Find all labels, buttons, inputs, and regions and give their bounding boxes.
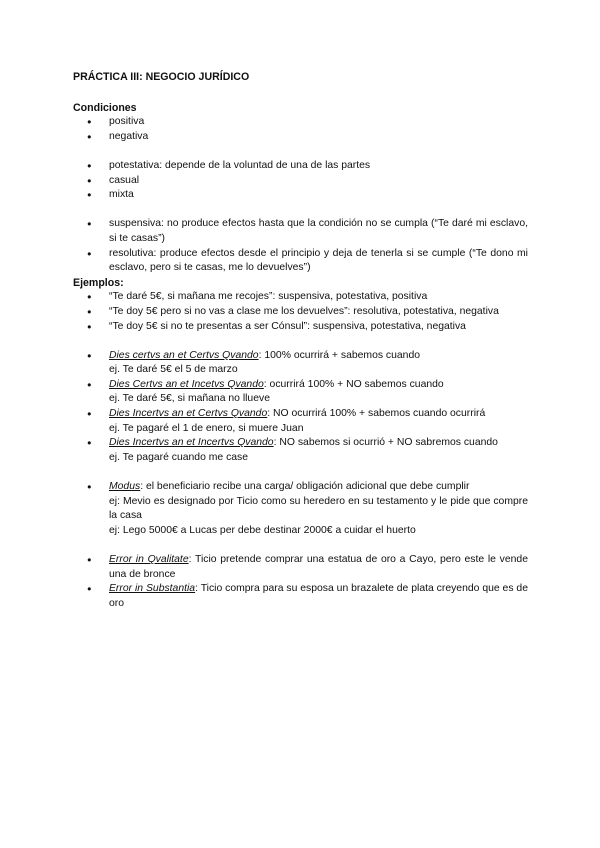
list-item: ● “Te doy 5€ si no te presentas a ser Cónsul”: suspensiva, potestativa, negativa <box>73 320 528 335</box>
page-title: PRÁCTICA III: NEGOCIO JURÍDICO <box>73 71 250 83</box>
list-item <box>73 349 528 378</box>
list-item <box>73 378 528 407</box>
definition-text: : NO sabemos si ocurrió + NO sabremos cuando <box>273 437 498 449</box>
latin-term: Error in Qvalitate <box>109 554 189 565</box>
definition-text: : Ticio pretende comprar una estatua de oro a Cayo, pero este le vende una de bronce <box>109 554 528 580</box>
latin-term: Dies certvs an et Certvs Qvando <box>109 349 259 361</box>
errors-list <box>73 553 528 611</box>
examples-list <box>73 290 528 334</box>
list-item: ● suspensiva: no produce efectos hasta que la condición no se cumpla (“Te daré mi esclavo, si te casas”) <box>73 217 528 246</box>
example-text: ej. Te daré 5€, si mañana no llueve <box>109 393 270 405</box>
definition-text: : Ticio compra para su esposa un brazalete de plata creyendo que es de oro <box>109 583 528 609</box>
examples-heading: Ejemplos: <box>73 276 124 289</box>
definition-text: : 100% ocurrirá + sabemos cuando <box>258 349 421 361</box>
list-item: ● potestativa: depende de la voluntad de una de las partes <box>73 159 528 174</box>
document-page <box>73 70 528 611</box>
latin-term: Error in Substantia <box>109 583 196 595</box>
conditions-list-1 <box>73 115 528 144</box>
example-text: ej. Te daré 5€ el 5 de marzo <box>109 364 238 376</box>
example-text: ej: Mevio es designado por Ticio como su heredero en su testamento y le pide que compre la casa <box>109 495 528 522</box>
list-item <box>73 436 528 465</box>
latin-term: Dies Certvs an et Incetvs Qvando <box>109 378 264 390</box>
example-text: ej. Te pagaré cuando me case <box>109 451 249 463</box>
latin-term: Dies Incertvs an et Incertvs Qvando <box>109 437 274 449</box>
conditions-heading: Condiciones <box>73 101 137 114</box>
list-item <box>73 582 528 611</box>
latin-term: Modus <box>109 481 141 493</box>
list-item: ● “Te daré 5€, si mañana me recojes”: suspensiva, potestativa, positiva <box>73 290 528 305</box>
list-item: ● “Te doy 5€ pero si no vas a clase me los devuelves”: resolutiva, potestativa, negativa <box>73 305 528 320</box>
conditions-list-3 <box>73 217 528 275</box>
definition-text: : el beneficiario recibe una carga/ obligación adicional que debe cumplir <box>140 481 470 493</box>
list-item <box>73 553 528 582</box>
conditions-list-2 <box>73 159 528 203</box>
definition-text: : ocurrirá 100% + NO sabemos cuando <box>263 378 444 390</box>
list-item: ● resolutiva: produce efectos desde el principio y deja de tenerla si se cumple (“Te dono mi esclavo, pero si te casas, me lo devuelves”) <box>73 247 528 276</box>
list-item <box>73 480 528 538</box>
list-item: ● negativa <box>73 130 528 145</box>
list-item: ● positiva <box>73 115 528 130</box>
definition-text: : NO ocurrirá 100% + sabemos cuando ocurrirá <box>267 408 486 420</box>
list-item <box>73 407 528 436</box>
example-text: ej. Te pagaré el 1 de enero, si muere Juan <box>109 422 304 434</box>
example-text: ej: Lego 5000€ a Lucas per debe destinar 2000€ a cuidar el huerto <box>109 524 416 536</box>
dies-list <box>73 349 528 466</box>
list-item: ● mixta <box>73 188 528 203</box>
latin-term: Dies Incertvs an et Certvs Qvando <box>109 408 268 420</box>
modus-list <box>73 480 528 538</box>
list-item: ● casual <box>73 174 528 189</box>
